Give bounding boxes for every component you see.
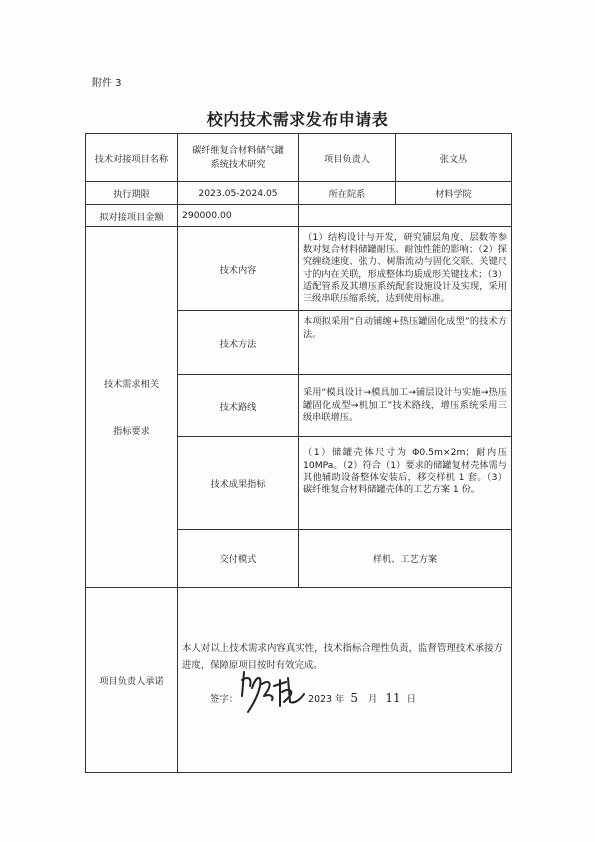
content-value: （1）结构设计与开发，研究铺层角度、层数等参数对复合材料储罐耐压、耐蚀性能的影响；（2）探究缠绕速度、张力、树脂流动与固化交联、关键尺寸的内在关联，形成整体均质成形关键技术；（3）适配管系及其增压系统配套设施设计及实现，采用三级串联压缩系统，达到使用标准。 bbox=[299, 227, 512, 311]
row-amount bbox=[86, 205, 512, 227]
row-pledge bbox=[86, 587, 512, 772]
row-period bbox=[86, 182, 512, 205]
delivery-label: 交付模式 bbox=[178, 529, 299, 587]
pledge-cell bbox=[178, 587, 512, 772]
result-label: 技术成果指标 bbox=[178, 437, 299, 529]
row-project-name bbox=[86, 134, 512, 182]
result-value: （1）储罐壳体尺寸为 Φ0.5m×2m；耐内压 10MPa。（2）符合（1）要求的储罐复材壳体需与其他辅助设备整体安装后，移交样机 1 套。（3）碳纤维复合材料储罐壳体的工艺方案 1 份。 bbox=[299, 437, 512, 529]
row-content bbox=[86, 227, 512, 311]
route-label: 技术路线 bbox=[178, 375, 299, 437]
route-value: 采用“模具设计→模具加工→铺层设计与实施→热压罐固化成型→机加工”技术路线，增压系统采用三级串联增压。 bbox=[299, 375, 512, 437]
form-title: 校内技术需求发布申请表 bbox=[206, 110, 389, 129]
method-value: 本项拟采用“自动铺缠+热压罐固化成型”的技术方法。 bbox=[299, 311, 512, 375]
requirements-label-line1: 技术需求相关 bbox=[103, 379, 160, 391]
application-form-table bbox=[85, 133, 512, 773]
project-name-line1: 碳纤维复合材料储气罐 bbox=[192, 144, 284, 156]
dept-value: 材料学院 bbox=[396, 182, 512, 205]
dept-label: 所在院系 bbox=[299, 182, 396, 205]
project-name-line2: 系统技术研究 bbox=[210, 158, 266, 170]
project-name-label: 技术对接项目名称 bbox=[86, 134, 178, 182]
amount-empty-cell bbox=[299, 205, 512, 227]
leader-label: 项目负责人 bbox=[299, 134, 396, 182]
pledge-label: 项目负责人承诺 bbox=[86, 587, 178, 772]
content-label: 技术内容 bbox=[178, 227, 299, 311]
period-label: 执行期限 bbox=[86, 182, 178, 205]
sign-row bbox=[210, 691, 416, 705]
method-label: 技术方法 bbox=[178, 311, 299, 375]
delivery-value: 样机、工艺方案 bbox=[299, 529, 512, 587]
sign-label: 签字： bbox=[210, 693, 239, 705]
requirements-label bbox=[86, 227, 178, 588]
sign-day-unit: 日 bbox=[406, 693, 417, 705]
amount-label: 拟对接项目金额 bbox=[86, 205, 178, 227]
amount-value: 290000.00 bbox=[178, 205, 299, 227]
sign-month-unit: 月 bbox=[368, 693, 378, 705]
leader-value: 张文丛 bbox=[396, 134, 512, 182]
handwritten-signature bbox=[238, 666, 308, 714]
requirements-label-line2: 指标要求 bbox=[113, 426, 150, 438]
pledge-text: 本人对以上技术需求内容真实性，技术指标合理性负责，监督管理技术承接方进度，保障原项目按时有效完成。 bbox=[182, 642, 503, 671]
period-value: 2023.05-2024.05 bbox=[178, 182, 299, 205]
sign-year: 2023 年 bbox=[308, 693, 345, 705]
project-name-value bbox=[178, 134, 299, 182]
sign-day: 11 bbox=[385, 690, 401, 705]
annex-label: 附件 3 bbox=[92, 78, 122, 89]
sign-month: 5 bbox=[350, 690, 358, 705]
